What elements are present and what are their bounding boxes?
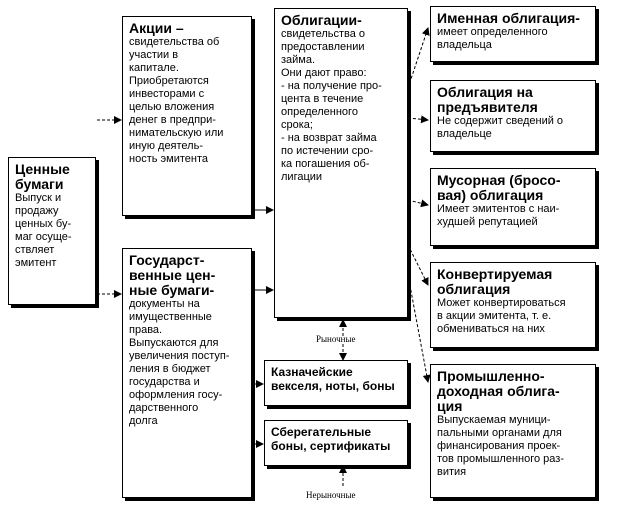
shares-text-line: участии в: [129, 49, 179, 61]
securities-text-line: Выпуск и: [15, 192, 62, 204]
bonds-text-line: - на получение про-: [281, 80, 382, 92]
bonds-text-line: срока;: [281, 119, 313, 131]
nonmarketable-label: Нерыночные: [306, 490, 356, 500]
securities-text: [15, 192, 89, 270]
industrial-text-line: Выпускаемая муници-: [437, 414, 551, 426]
bonds-text-line: лигации: [281, 171, 323, 183]
convertible-title-line: Конвертируемая: [437, 266, 553, 282]
industrial-text-line: вития: [437, 466, 467, 478]
bearer-text-line: Не содержит сведений о: [437, 115, 564, 127]
junk-text-line: Имеет эмитентов с наи-: [437, 203, 560, 215]
government-text-line: дарственного: [129, 402, 199, 414]
bearer-title: [437, 85, 589, 115]
shares-text-line: ность эмитента: [129, 153, 208, 165]
registered-bond-box: [430, 6, 596, 62]
government-text-line: государства и: [129, 376, 200, 388]
marketable-label: Рыночные: [316, 334, 356, 344]
registered-title-line: Именная облигация-: [437, 10, 580, 26]
bearer-text: [437, 115, 589, 141]
bonds-text-line: займа.: [281, 54, 316, 66]
junk-bond-box: [430, 168, 596, 246]
savings-title-line: боны, сертификаты: [271, 439, 391, 453]
junk-title: [437, 173, 589, 203]
registered-title: [437, 11, 589, 26]
government-text-line: права.: [129, 324, 163, 336]
industrial-text-line: тов промышленного раз-: [437, 453, 564, 465]
securities-text-line: эмитент: [15, 257, 57, 269]
arrow-bonds-to-junk: [408, 200, 428, 205]
treasury-title: [271, 365, 401, 393]
shares-text-line: капитале.: [129, 62, 179, 74]
shares-text-line: целью вложения: [129, 101, 215, 113]
government-title-line: Государст-: [129, 252, 205, 268]
convertible-text-line: обмениваться на них: [437, 323, 545, 335]
convertible-title: [437, 267, 589, 297]
securities-text-line: ценных бу-: [15, 218, 72, 230]
industrial-title: [437, 369, 589, 414]
government-text-line: увеличения поступ-: [129, 350, 230, 362]
arrow-bonds-to-industrial: [408, 275, 428, 382]
industrial-text-line: пальными органами для: [437, 427, 562, 439]
shares-box: [122, 16, 252, 216]
bonds-title-line: Облигации-: [281, 12, 362, 28]
bearer-title-line: Облигация на: [437, 84, 533, 100]
convertible-bond-box: [430, 262, 596, 348]
savings-title: [271, 425, 401, 453]
shares-text-line: Приобретаются: [129, 75, 209, 87]
junk-title-line: вая) облигация: [437, 187, 544, 203]
registered-text-line: имеет определенного: [437, 26, 548, 38]
securities-text-line: продажу: [15, 205, 59, 217]
shares-text-line: инвесторами с: [129, 88, 205, 100]
shares-text-line: денег в предпри-: [129, 114, 216, 126]
government-title: [129, 253, 245, 298]
industrial-title-line: Промышленно-: [437, 368, 545, 384]
shares-title: [129, 21, 245, 36]
government-text: [129, 298, 245, 428]
shares-text: [129, 36, 245, 166]
industrial-title-line: ция: [437, 398, 463, 414]
securities-title: [15, 162, 89, 192]
convertible-text-line: в акции эмитента, т. е.: [437, 310, 552, 322]
securities-text-line: ствляет: [15, 244, 55, 256]
bonds-title: [281, 13, 401, 28]
registered-text-line: владельца: [437, 39, 492, 51]
junk-title-line: Мусорная (бросо-: [437, 172, 561, 188]
government-text-line: имущественные: [129, 311, 212, 323]
securities-title-line: бумаги: [15, 176, 64, 192]
government-title-line: ные бумаги-: [129, 282, 215, 298]
securities-text-line: маг осуще-: [15, 231, 72, 243]
arrow-bonds-to-convertible: [408, 245, 428, 285]
securities-title-line: Ценные: [15, 161, 70, 177]
treasury-bills-box: [264, 360, 408, 406]
convertible-title-line: облигация: [437, 281, 511, 297]
government-title-line: венные цен-: [129, 267, 216, 283]
shares-text-line: нимательскую или: [129, 127, 224, 139]
bonds-text-line: предоставлении: [281, 41, 365, 53]
securities-box: [8, 157, 96, 305]
arrow-bonds-to-bearer: [408, 118, 428, 120]
savings-bonds-box: [264, 420, 408, 466]
bonds-text-line: - на возврат займа: [281, 132, 377, 144]
registered-text: [437, 26, 589, 52]
bonds-text-line: ка погашения об-: [281, 158, 370, 170]
industrial-text: [437, 414, 589, 479]
industrial-bond-box: [430, 364, 596, 498]
bearer-title-line: предъявителя: [437, 99, 538, 115]
government-text-line: документы на: [129, 298, 200, 310]
government-text-line: Выпускаются для: [129, 337, 219, 349]
convertible-text: [437, 297, 589, 336]
industrial-text-line: финансирования проек-: [437, 440, 561, 452]
bonds-text-line: цента в течение: [281, 93, 364, 105]
government-text-line: оформления госу-: [129, 389, 223, 401]
treasury-title-line: Казначейские: [271, 365, 353, 379]
government-text-line: ления в бюджет: [129, 363, 211, 375]
junk-text: [437, 203, 589, 229]
junk-text-line: худшей репутацией: [437, 216, 538, 228]
bonds-text: [281, 28, 401, 184]
bonds-text-line: Они дают право:: [281, 67, 367, 79]
bearer-text-line: владельце: [437, 128, 492, 140]
convertible-text-line: Может конвертироваться: [437, 297, 566, 309]
bonds-text-line: по истечении сро-: [281, 145, 374, 157]
arrow-bonds-to-registered: [408, 28, 428, 88]
government-securities-box: [122, 248, 252, 498]
bonds-text-line: определенного: [281, 106, 358, 118]
bonds-text-line: свидетельства о: [281, 28, 366, 40]
bonds-box: [274, 8, 408, 318]
shares-title-line: Акции –: [129, 20, 184, 36]
government-text-line: долга: [129, 415, 158, 427]
shares-text-line: свидетельства об: [129, 36, 220, 48]
treasury-title-line: векселя, ноты, боны: [271, 379, 395, 393]
shares-text-line: иную деятель-: [129, 140, 203, 152]
industrial-title-line: доходная облига-: [437, 383, 560, 399]
bearer-bond-box: [430, 80, 596, 152]
savings-title-line: Сберегательные: [271, 425, 371, 439]
